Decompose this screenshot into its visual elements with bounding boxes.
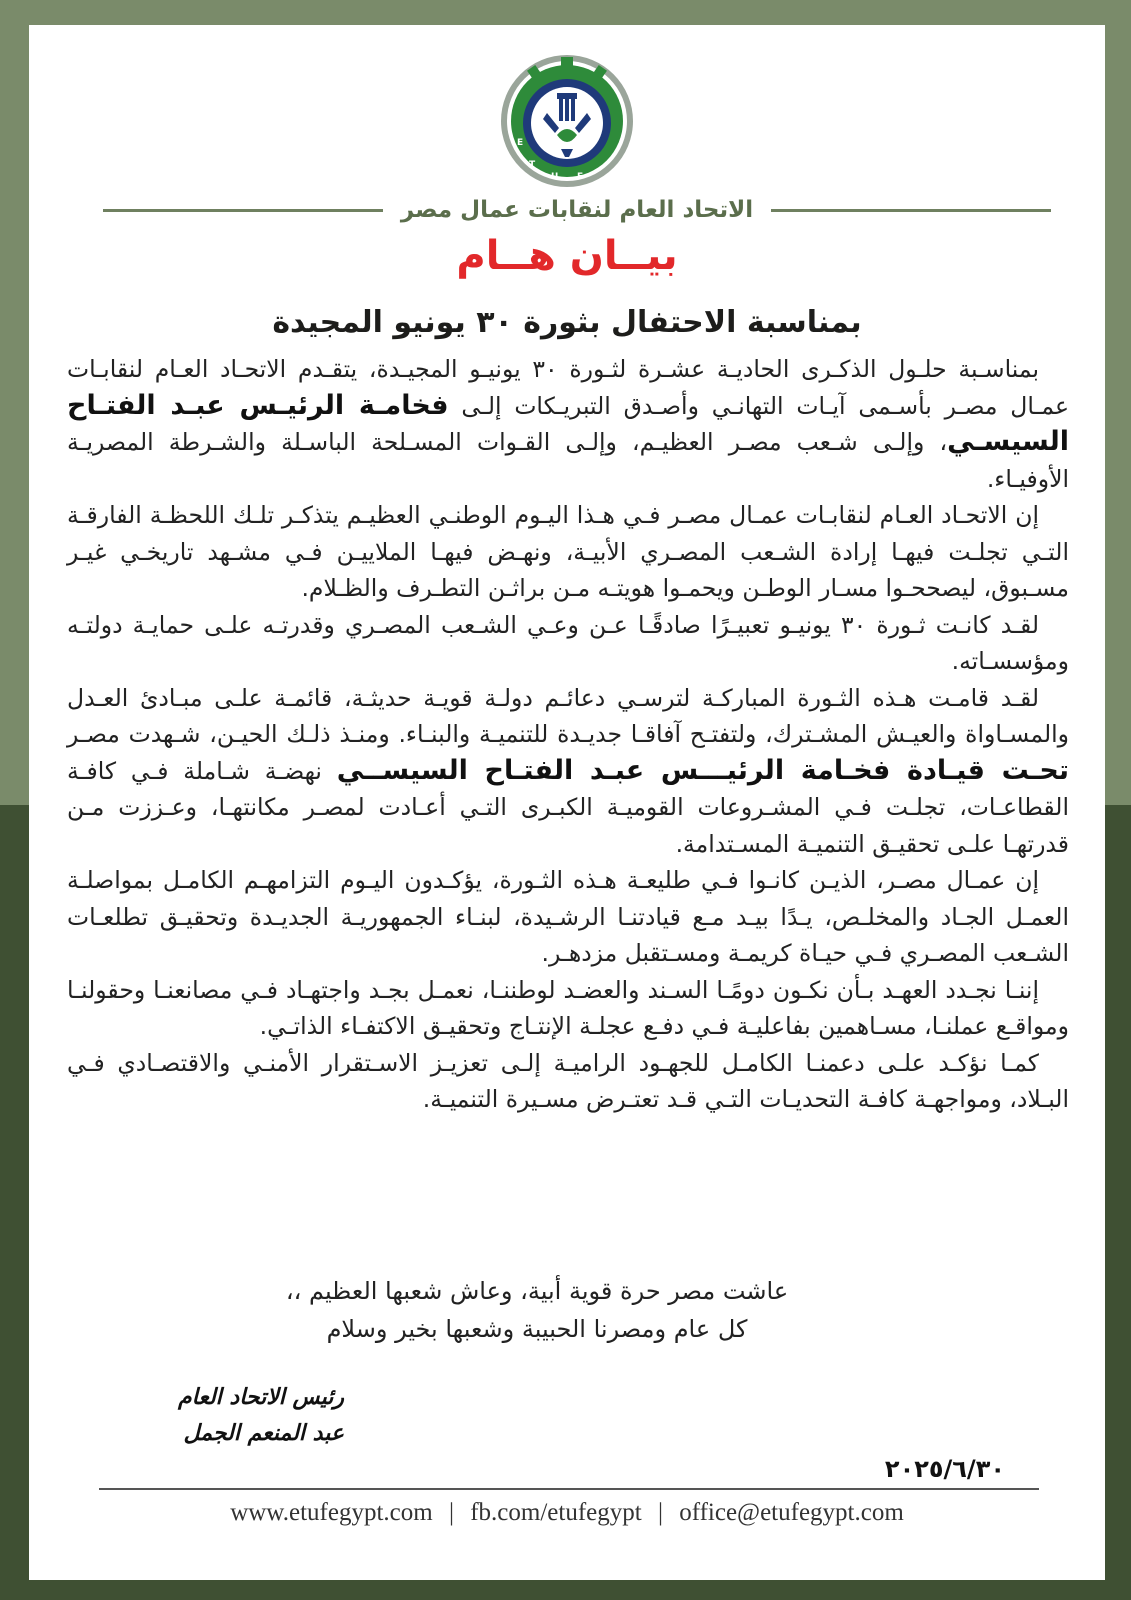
etuf-emblem-icon xyxy=(499,53,635,189)
svg-text:U: U xyxy=(551,172,559,182)
signatory-name: عبد المنعم الجمل xyxy=(183,1421,344,1446)
website-link[interactable]: www.etufegypt.com xyxy=(230,1499,433,1526)
statement-date: ٢٠٢٥/٦/٣٠ xyxy=(884,1455,1005,1483)
svg-text:T: T xyxy=(529,160,536,170)
footer-separator: | xyxy=(448,1499,454,1526)
paragraph-4-end: نهضـة شـاملة فـي كافـة القطاعـات، تجلـت فـي المشـروعات القوميـة الكبـرى التـي أعـادت لمصـر مكانتهـا، وعـززت مـن قدرتهـا علـى تحقيـق التنميـة المسـتدامة. xyxy=(67,756,1069,858)
email-link[interactable]: office@etufegypt.com xyxy=(679,1499,904,1526)
facebook-link[interactable]: fb.com/etufegypt xyxy=(470,1499,642,1526)
org-name: الاتحاد العام لنقابات عمال مصر xyxy=(400,197,754,223)
footer-separator: | xyxy=(657,1499,663,1526)
signatory-title: رئيس الاتحاد العام xyxy=(178,1385,344,1410)
president-name-highlight: فخامـة الرئيـس عبـد الفتـاح السيسـي xyxy=(67,389,1069,457)
paragraph-1 xyxy=(67,351,1069,497)
footer-divider xyxy=(99,1488,1039,1490)
footer-contacts xyxy=(29,1499,1105,1527)
paragraph-1-end: ، وإلـى شـعب مصـر العظيـم، وإلـى القـوات المسـلحة الباسـلة والشـرطة المصريـة الأوفيـاء. xyxy=(67,428,1069,493)
statement-sheet xyxy=(29,25,1105,1580)
paragraph-4 xyxy=(67,680,1069,863)
paragraph-3: لقـد كانـت ثـورة ٣٠ يونيـو تعبيـرًا صادقًـا عـن وعـي الشـعب المصـري وقدرتـه علـى حمايـة دولتـه ومؤسسـاته. xyxy=(67,610,1069,675)
paragraph-4-start: لقـد قامـت هـذه الثـورة المباركـة لترسـي دعائـم دولـة قويـة حديثـة، قائمـة علـى مبـادئ العـدل والمسـاواة والعيـش المشـترك، ولتفتـح آفاقـا جديـدة للتنميـة والبنـاء. ومنـذ ذلـك الحيـن، شـهدت مصـر xyxy=(67,683,1069,748)
paragraph-1-start: بمناسـبة حلـول الذكـرى الحاديـة عشـرة لثـورة ٣٠ يونيـو المجيـدة، يتقـدم الاتحـاد العـام لنقابـات عمـال مصـر بأسـمى آيـات التهانـي وأصـدق التبريـكات إلـى xyxy=(67,355,1069,420)
divider-right xyxy=(771,209,1051,212)
org-name-row xyxy=(103,193,1051,227)
leadership-highlight: تحـت قيـادة فخـامة الرئيـــس عبـد الفتـاح السيســي xyxy=(336,754,1069,786)
statement-body xyxy=(67,351,1069,1118)
paragraph-6: إننـا نجـدد العهـد بـأن نكـون دومًـا السـند والعضـد لوطننـا، نعمـل بجـد واجتهـاد فـي مصانعنـا وحقولنـا ومواقـع عملنـا، مسـاهمين بفاعليـة فـي دفـع عجلـة الإنتـاج وتحقيـق الاكتفـاء الذاتـي. xyxy=(67,975,1069,1040)
closing-line-2: كل عام ومصرنا الحبيبة وشعبها بخير وسلام xyxy=(326,1315,748,1343)
paragraph-2: إن الاتحـاد العـام لنقابـات عمـال مصـر فـي هـذا اليـوم الوطنـي العظيـم يتذكـر تلـك اللحظـة الفارقـة التـي تجلـت فيهـا إرادة الشـعب المصـري الأبيـة، ونهـض فيهـا الملاييـن فـي مشـهد تاريخـي غيـر مسـبوق، ليصححـوا مسـار الوطـن ويحمـوا هويتـه مـن براثـن التطـرف والظـلام. xyxy=(67,501,1069,602)
closing-lines xyxy=(29,1272,1105,1348)
statement-subject: بمناسبة الاحتفال بثورة ٣٠ يونيو المجيدة xyxy=(272,305,862,340)
closing-line-1: عاشت مصر حرة قوية أبية، وعاش شعبها العظيم ،، xyxy=(285,1277,789,1305)
paragraph-5: إن عمـال مصـر، الذيـن كانـوا فـي طليعـة هـذه الثـورة، يؤكـدون اليـوم التزامهـم الكامـل بمواصلـة العمـل الجـاد والمخلـص، يـدًا بيـد مـع قيادتنـا الرشـيدة، لبنـاء الجمهوريـة الجديـدة وتحقيـق تطلعـات الشـعب المصـري فـي حيـاة كريمـة ومسـتقبل مزدهـر. xyxy=(67,866,1069,967)
divider-left xyxy=(103,209,383,212)
svg-text:F: F xyxy=(577,172,584,182)
svg-text:E: E xyxy=(517,138,524,148)
paragraph-7: كمـا نؤكـد علـى دعمنـا الكامـل للجهـود الراميـة إلـى تعزيـز الاسـتقرار الأمنـي والاقتصـادي فـي البـلاد، ومواجهـة كافـة التحديـات التـي قـد تعتـرض مسـيرة التنميـة. xyxy=(67,1048,1069,1113)
statement-title: بيــان هــام xyxy=(456,233,678,279)
